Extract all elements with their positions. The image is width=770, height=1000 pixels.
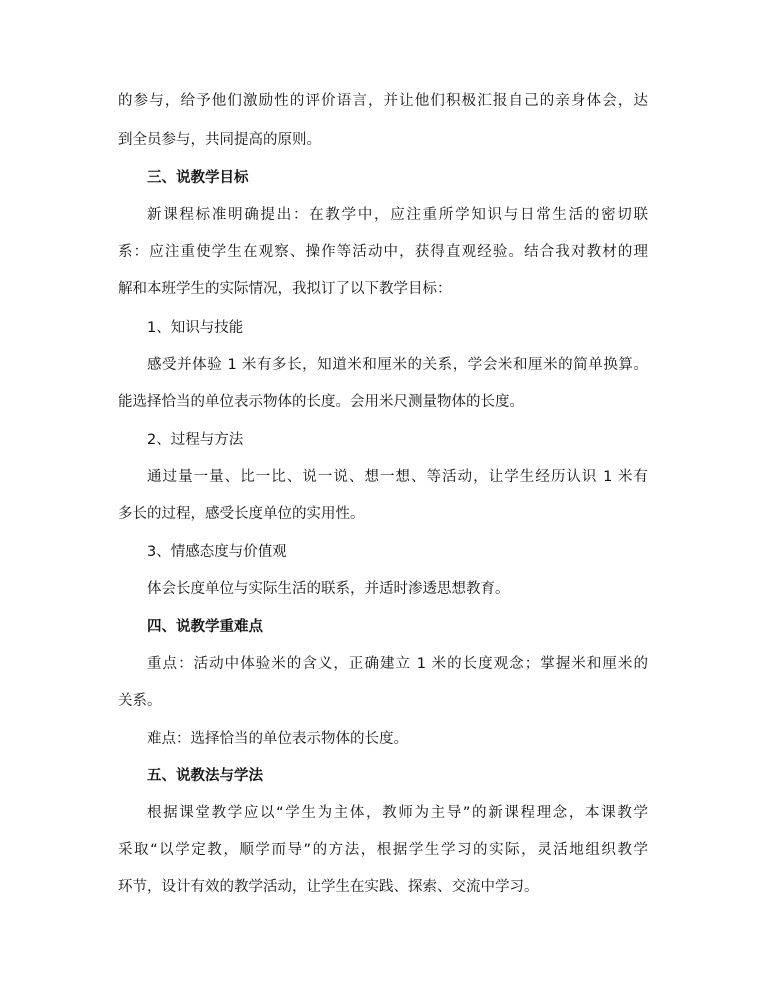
paragraph-line: 能选择恰当的单位表示物体的长度。会用米尺测量物体的长度。 xyxy=(118,394,524,410)
paragraph-line: 体会长度单位与实际生活的联系，并适时渗透思想教育。 xyxy=(147,581,510,597)
paragraph-line: 系：应注重使学生在观察、操作等活动中，获得直观经验。结合我对教材的理 xyxy=(118,244,648,260)
subheading: 3、情感态度与价值观 xyxy=(147,544,287,560)
paragraph-line: 通过量一量、比一比、说一说、想一想、等活动，让学生经历认识 1 米有 xyxy=(147,469,648,485)
subheading: 2、过程与方法 xyxy=(147,432,244,448)
paragraph-line: 的参与，给予他们激励性的评价语言，并让他们积极汇报自己的亲身体会，达 xyxy=(118,93,648,109)
section-heading: 五、说教法与学法 xyxy=(147,768,263,784)
paragraph-line: 环节，设计有效的教学活动，让学生在实践、探索、交流中学习。 xyxy=(118,879,539,895)
paragraph-line: 难点：选择恰当的单位表示物体的长度。 xyxy=(147,731,408,747)
paragraph-line: 多长的过程，感受长度单位的实用性。 xyxy=(118,506,365,522)
paragraph-line: 重点：活动中体验米的含义，正确建立 1 米的长度观念；掌握米和厘米的 xyxy=(147,656,648,672)
paragraph-line: 关系。 xyxy=(118,693,162,709)
paragraph-line: 感受并体验 1 米有多长，知道米和厘米的关系，学会米和厘米的简单换算。 xyxy=(147,357,648,373)
paragraph-line: 根据课堂教学应以“学生为主体，教师为主导”的新课程理念，本课教学 xyxy=(147,805,648,821)
section-heading: 三、说教学目标 xyxy=(147,170,249,186)
subheading: 1、知识与技能 xyxy=(147,320,244,336)
paragraph-line: 采取“以学定教，顺学而导”的方法，根据学生学习的实际，灵活地组织教学 xyxy=(118,842,648,858)
paragraph-line: 到全员参与，共同提高的原则。 xyxy=(118,132,321,148)
paragraph-line: 解和本班学生的实际情况，我拟订了以下教学目标： xyxy=(118,281,452,297)
paragraph-line: 新课程标准明确提出：在教学中，应注重所学知识与日常生活的密切联 xyxy=(147,207,648,223)
section-heading: 四、说教学重难点 xyxy=(147,619,263,635)
